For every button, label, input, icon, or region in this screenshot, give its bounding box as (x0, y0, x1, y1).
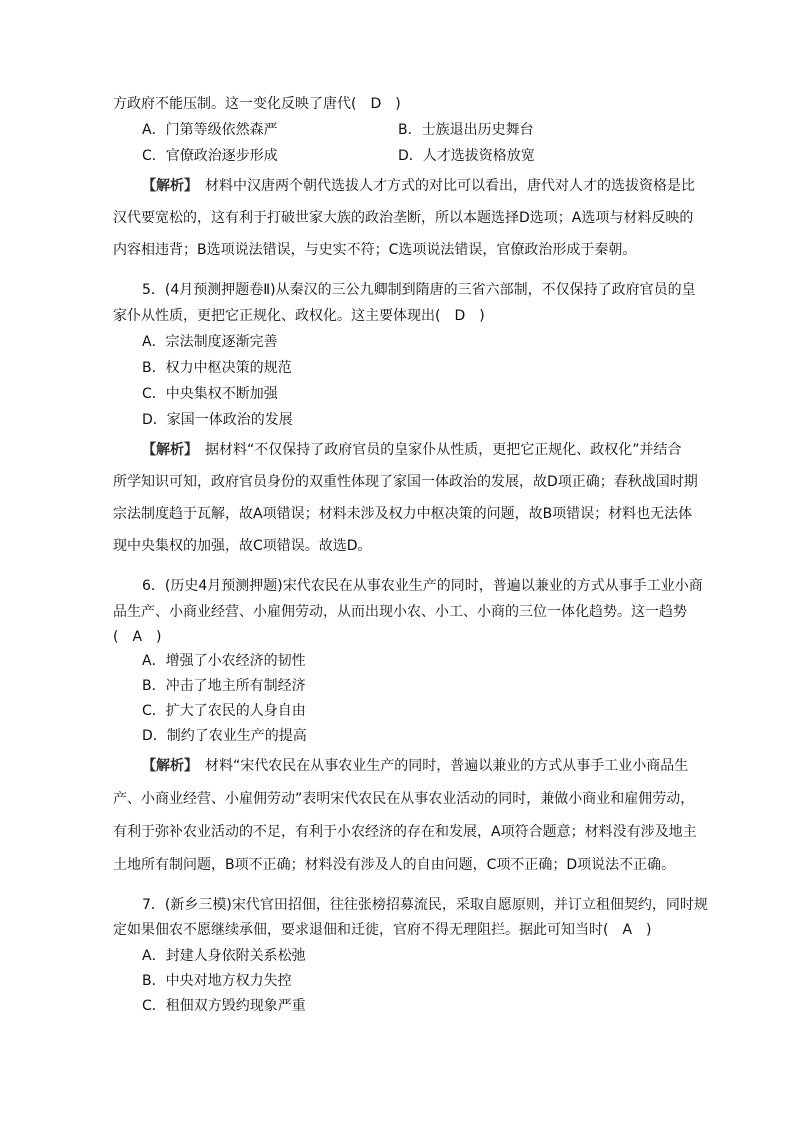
q6-option-a: A．增强了小农经济的韧性 (142, 653, 306, 669)
q6-analysis-line-1 (142, 756, 704, 776)
q4-option-a: A．门第等级依然森严 (142, 122, 278, 138)
q4-option-c: C．官僚政治逐步形成 (142, 148, 278, 164)
q4-stem-tail: 方政府不能压制。这一变化反映了唐代( D ) (113, 96, 401, 112)
q5-stem-line-2: 家仆从性质，更把它正规化、政权化。这主要体现出( D ) (113, 308, 485, 324)
q5-option-b: B．权力中枢决策的规范 (142, 360, 292, 376)
q4-analysis-tag: 【解析】 (142, 178, 191, 194)
q7-option-c: C．租佃双方毁约现象严重 (142, 998, 306, 1014)
q4-option-b: B．士族退出历史舞台 (398, 122, 534, 138)
q6-option-d: D．制约了农业生产的提高 (142, 728, 307, 744)
q6-analysis-tag: 【解析】 (142, 758, 191, 774)
q4-analysis-line-2: 汉代要宽松的，这有利于打破世家大族的政治垄断，所以本题选择D选项；A选项与材料反映的 (113, 210, 694, 226)
q4-analysis-text-1: 材料中汉唐两个朝代选拔人才方式的对比可以看出，唐代对人才的选拔资格是比 (191, 178, 695, 194)
q4-analysis-line-3: 内容相违背；B选项说法错误，与史实不符；C选项说法错误，官僚政治形成于秦朝。 (113, 242, 637, 258)
q7-stem-line-2: 定如果佃农不愿继续承佃，要求退佃和迁徙，官府不得无理阻拦。据此可知当时( A ) (113, 922, 652, 938)
q4-analysis-line-1 (142, 176, 704, 196)
q5-analysis-line-2: 所学知识可知，政府官员身份的双重性体现了家国一体政治的发展，故D项正确；春秋战国时期 (113, 474, 698, 490)
q5-option-c: C．中央集权不断加强 (142, 386, 278, 402)
q7-option-b: B．中央对地方权力失控 (142, 973, 292, 989)
q5-stem-line-1: 5．(4月预测押题卷Ⅱ)从秦汉的三公九卿制到隋唐的三省六部制，不仅保持了政府官员的皇 (142, 282, 696, 298)
q5-analysis-line-1 (142, 440, 704, 460)
q5-analysis-text-1: 据材料“不仅保持了政府官员的皇家仆从性质，更把它正规化、政权化”并结合 (191, 442, 682, 458)
q6-stem-line-2: 品生产、小商业经营、小雇佣劳动，从而出现小农、小工、小商的三位一体化趋势。这一趋势 (113, 604, 687, 620)
q6-analysis-text-1: 材料“宋代农民在从事农业生产的同时，普遍以兼业的方式从事手工业小商品生 (191, 758, 689, 774)
q6-analysis-line-2: 产、小商业经营、小雇佣劳动”表明宋代农民在从事农业活动的同时，兼做小商业和雇佣劳动， (113, 791, 695, 807)
q6-option-c: C．扩大了农民的人身自由 (142, 703, 306, 719)
q5-analysis-line-3: 宗法制度趋于瓦解，故A项错误；材料未涉及权力中枢决策的问题，故B项错误；材料也无法体 (113, 506, 693, 522)
q5-option-d: D．家国一体政治的发展 (142, 412, 293, 428)
q6-stem-line-1: 6．(历史4月预测押题)宋代农民在从事农业生产的同时，普遍以兼业的方式从事手工业小商 (142, 578, 703, 594)
q6-stem-line-3: ( A ) (113, 629, 162, 645)
q5-analysis-tag: 【解析】 (142, 442, 191, 458)
q5-option-a: A．宗法制度逐渐完善 (142, 334, 278, 350)
q4-option-d: D．人才选拔资格放宽 (398, 148, 535, 164)
q6-analysis-line-3: 有利于弥补农业活动的不足，有利于小农经济的存在和发展，A项符合题意；材料没有涉及地主 (113, 824, 697, 840)
q7-stem-line-1: 7．(新乡三模)宋代官田招佃，往往张榜招募流民，采取自愿原则，并订立租佃契约，同时规 (142, 897, 708, 913)
q6-analysis-line-4: 土地所有制问题，B项不正确；材料没有涉及人的自由问题，C项不正确；D项说法不正确。 (113, 857, 676, 873)
q7-option-a: A．封建人身依附关系松弛 (142, 948, 306, 964)
q5-analysis-line-4: 现中央集权的加强，故C项错误。故选D。 (113, 538, 372, 554)
q6-option-b: B．冲击了地主所有制经济 (142, 678, 306, 694)
